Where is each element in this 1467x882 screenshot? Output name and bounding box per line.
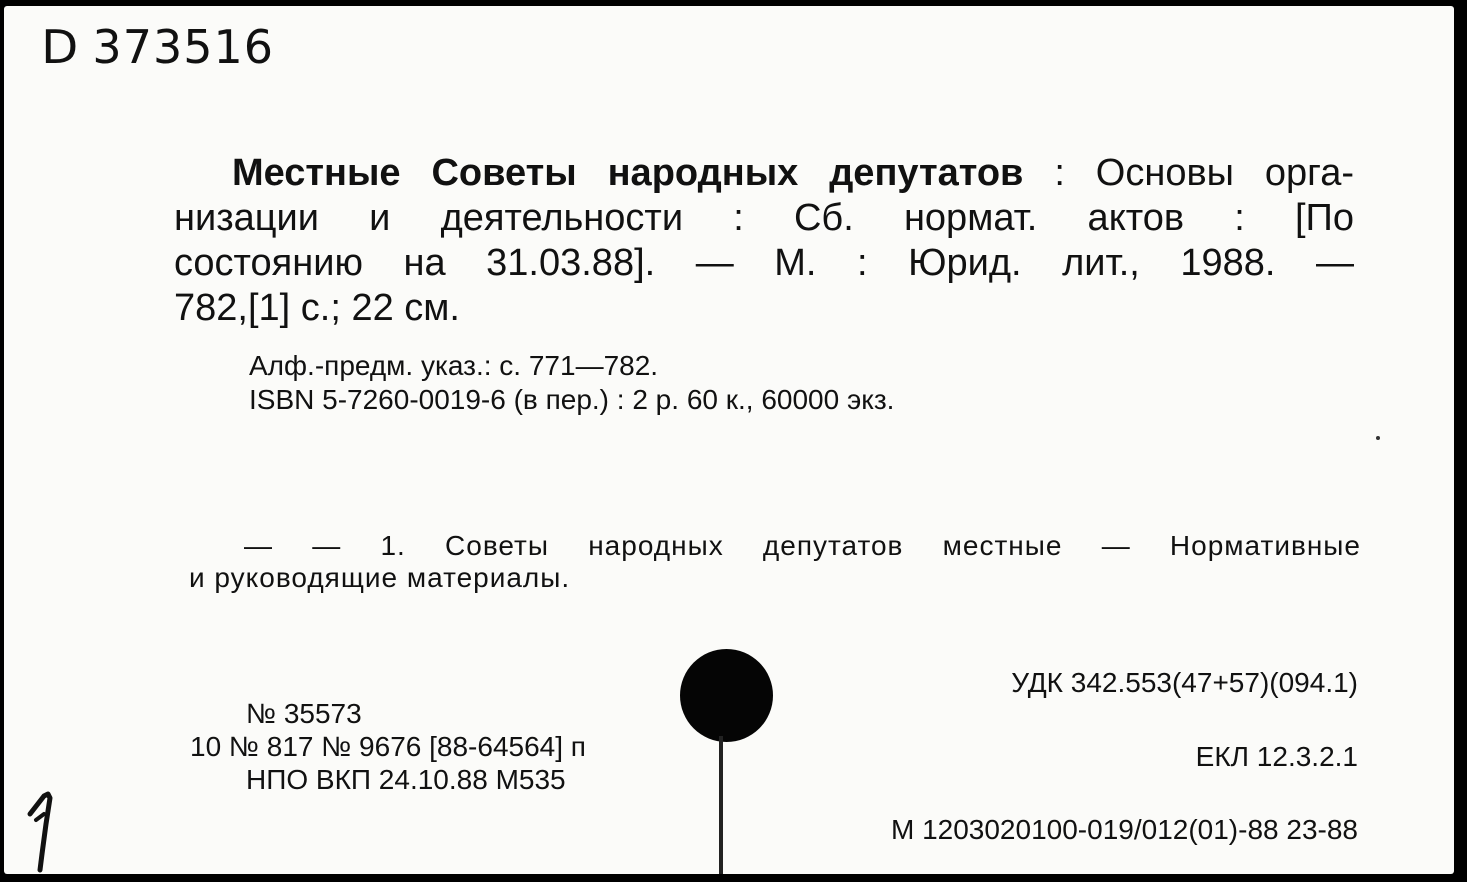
call-number-prefix: D xyxy=(41,20,80,74)
main-entry xyxy=(174,151,1354,331)
order-line: 10 № 817 № 9676 [88-64564] п xyxy=(190,731,586,762)
udk-code: УДК 342.553(47+57)(094.1) xyxy=(1011,667,1358,698)
handwritten-mark-icon xyxy=(22,784,72,874)
main-entry-line-4: 782,[1] с.; 22 см. xyxy=(174,287,460,329)
title-bold: Местные Советы народных депутатов xyxy=(232,152,1024,194)
printer-line: НПО ВКП 24.10.88 М535 xyxy=(246,764,566,795)
accession-number: № 35573 xyxy=(246,698,362,729)
subject-heading xyxy=(189,530,1361,594)
notes xyxy=(249,349,894,417)
main-entry-line-1 xyxy=(174,151,1354,196)
call-number-value: 373516 xyxy=(92,20,275,74)
main-entry-line-3: состоянию на 31.03.88]. — М. : Юрид. лит., 1988. — xyxy=(174,242,1354,284)
subject-line-2: и руководящие материалы. xyxy=(189,562,571,593)
subject-line-1: — — 1. Советы народных депутатов местные — Нормативные xyxy=(244,530,1361,561)
isbn-note: ISBN 5-7260-0019-6 (в пер.) : 2 р. 60 к., 60000 экз. xyxy=(249,384,895,415)
title-rest: : Основы орга- xyxy=(1023,152,1354,194)
punch-hole-tear xyxy=(719,736,723,874)
index-note: Алф.-предм. указ.: с. 771—782. xyxy=(249,350,659,381)
call-number xyxy=(42,20,274,74)
ekl-code: ЕКЛ 12.3.2.1 xyxy=(1195,741,1358,772)
m-code: М 1203020100-019/012(01)-88 23-88 xyxy=(890,814,1358,845)
main-entry-line-2: низации и деятельности : Сб. нормат. актов : [По xyxy=(174,197,1354,239)
paper-speck xyxy=(1376,436,1380,440)
catalog-card xyxy=(4,6,1454,874)
accession-block xyxy=(190,697,586,796)
punch-hole xyxy=(680,649,773,742)
